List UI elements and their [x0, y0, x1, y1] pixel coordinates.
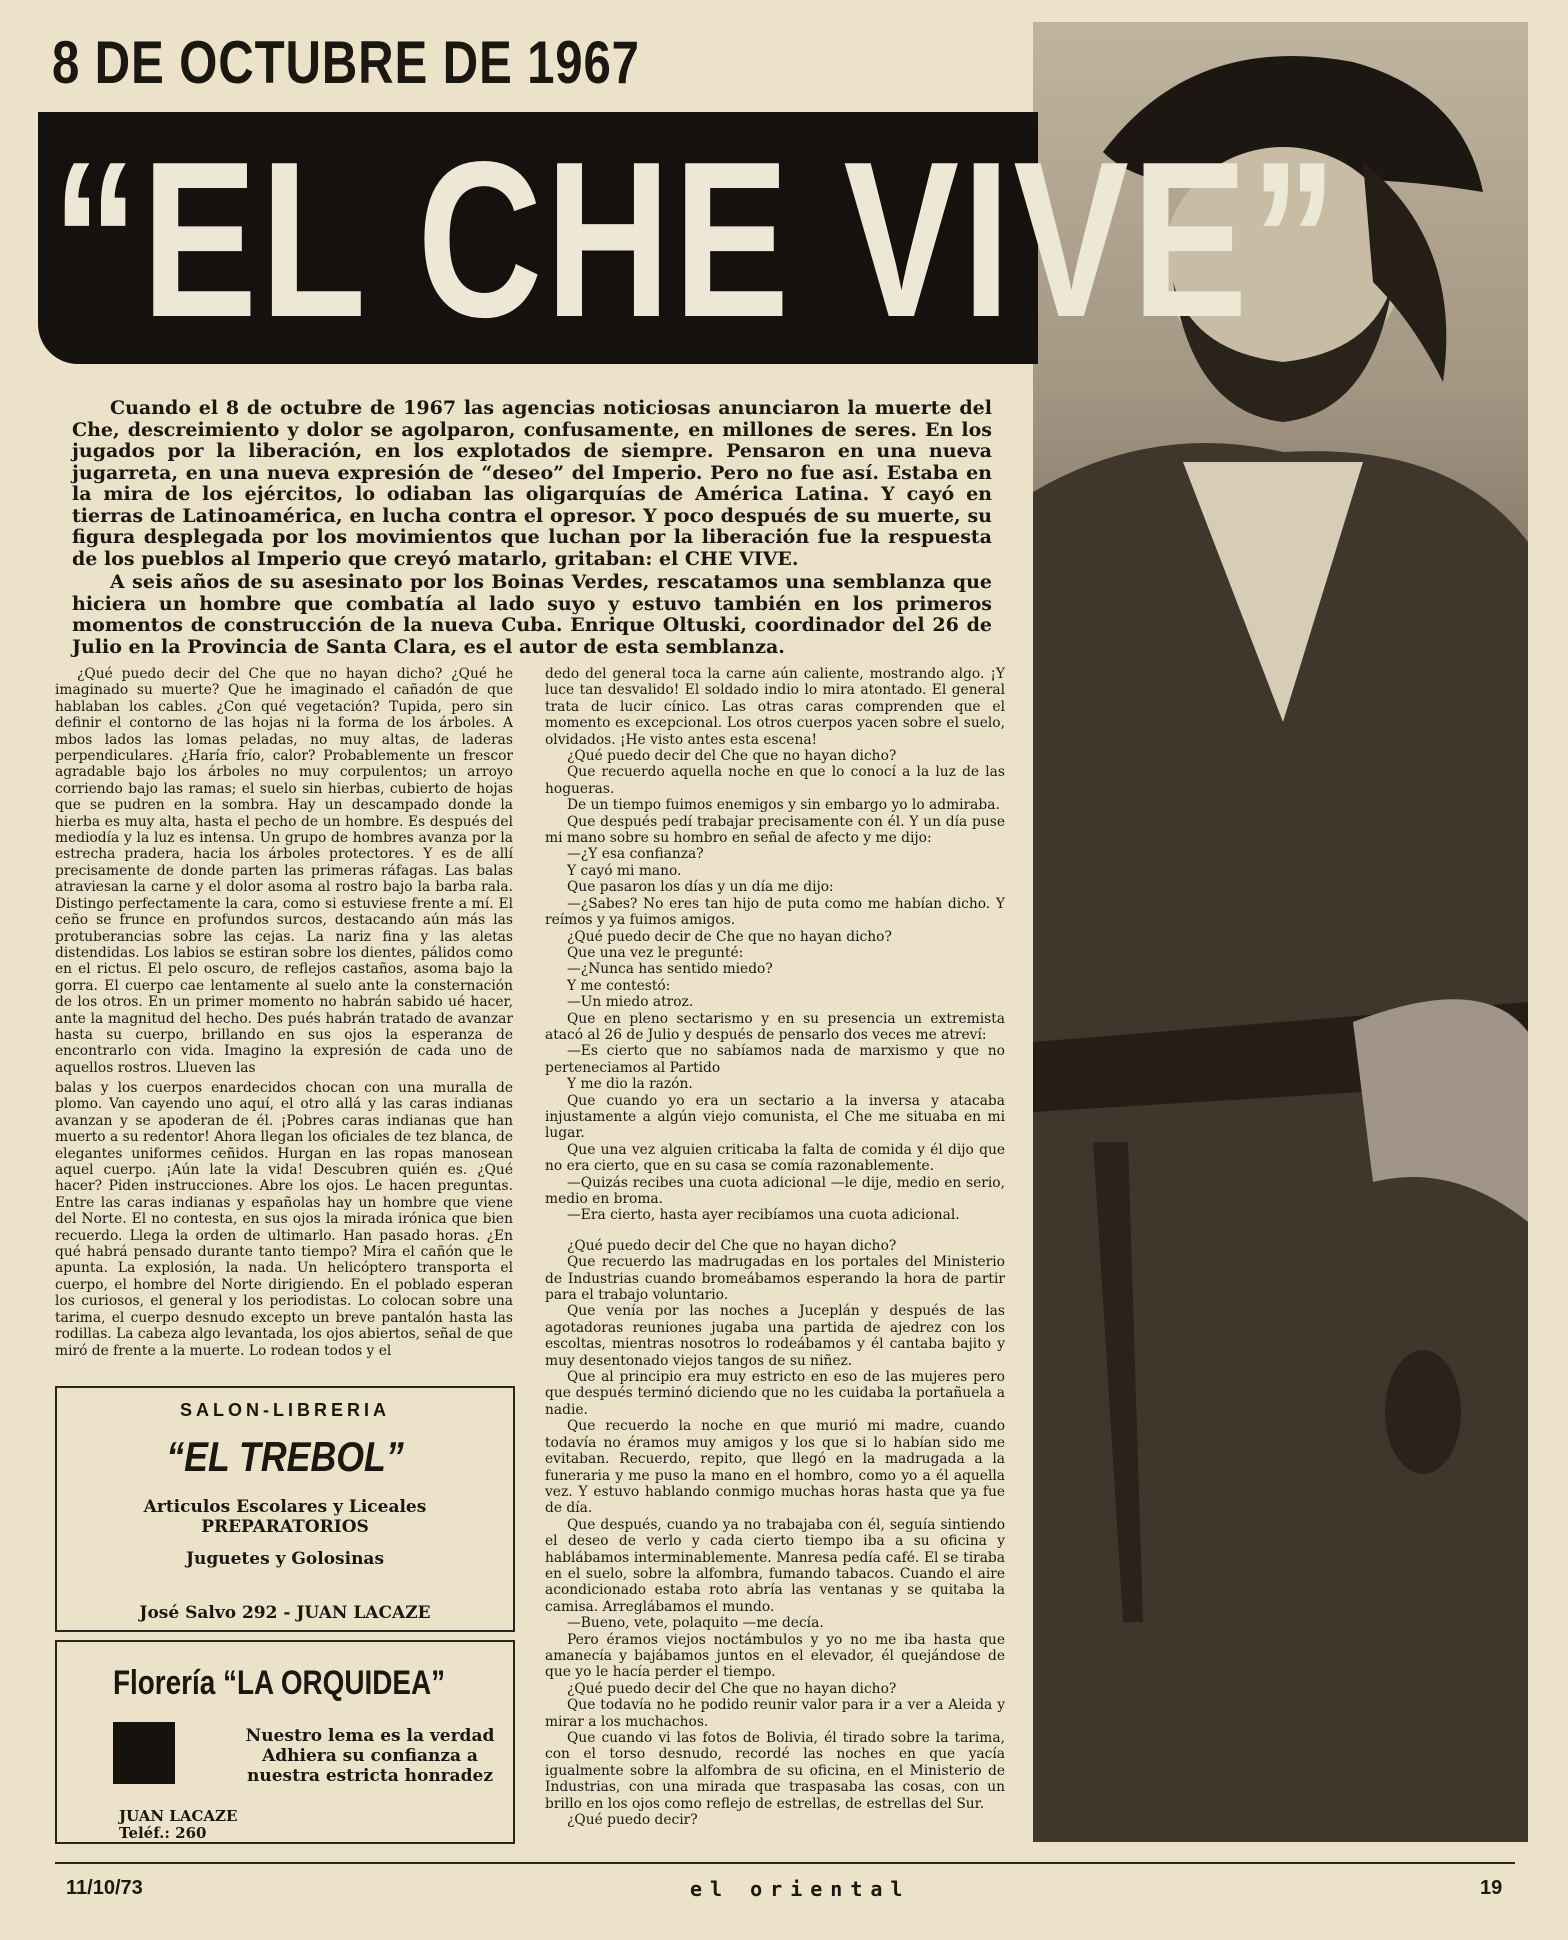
article-paragraph: Que recuerdo aquella noche en que lo conocí a la luz de las hogueras.	[545, 764, 1005, 797]
article-paragraph: Que cuando yo era un sectario a la inversa y atacaba injustamente a algún viejo comunista, el Che me situaba en mi lugar.	[545, 1092, 1005, 1142]
ad-address: José Salvo 292 - JUAN LACAZE	[139, 1603, 431, 1623]
footer-page-number: 19	[1480, 1877, 1503, 1899]
article-paragraph: —Bueno, vete, polaquito —me decía.	[567, 1615, 824, 1632]
ad-city: JUAN LACAZE	[119, 1807, 238, 1825]
ad-name: Florería “LA ORQUIDEA”	[113, 1664, 446, 1702]
intro-section	[72, 398, 992, 660]
article-paragraph: ¿Qué puedo decir del Che que no hayan dicho?	[567, 748, 897, 765]
footer-paper-name: el oriental	[690, 1877, 911, 1901]
article-paragraph: Que al principio era muy estricto en eso de las mujeres pero que después terminó diciendo que no les cuidaba la portañuela a nadie.	[545, 1369, 1005, 1418]
article-column-1-continued	[55, 1080, 513, 1359]
ad-line: Juguetes y Golosinas	[185, 1549, 385, 1569]
article-paragraph: Que una vez le pregunté:	[567, 944, 744, 961]
article-paragraph: —Es cierto que no sabíamos nada de marxismo y que no perteneciamos al Partido	[545, 1043, 1005, 1076]
article-paragraph: Que recuerdo la noche en que murió mi madre, cuando todavía no éramos muy amigos y los que si lo habían sido me evitaban. Recuerdo, repito, que llegó en la madrugada a la funeraria y me puso la mano en el hombro, como yo a él aquella vez. Y estuvo hablando conmigo muchas horas hasta que ya fue de día.	[545, 1418, 1005, 1517]
article-paragraph: ¿Qué puedo decir del Che que no hayan dicho?	[567, 1237, 897, 1254]
article-paragraph: —Un miedo atroz.	[567, 994, 694, 1011]
article-paragraph: —Era cierto, hasta ayer recibíamos una cuota adicional.	[567, 1207, 960, 1224]
black-square-logo	[113, 1722, 175, 1784]
ad-line: PREPARATORIOS	[201, 1517, 369, 1537]
article-paragraph: Y me dio la razón.	[567, 1076, 693, 1093]
article-paragraph: ¿Qué puedo decir del Che que no hayan dicho?	[567, 1680, 897, 1697]
article-paragraph: Que pasaron los días y un día me dijo:	[567, 879, 834, 896]
article-paragraph: Pero éramos viejos noctámbulos y yo no me iba hasta que amanecía y bajábamos juntos en el elevador, él quejándose de que yo le hacía perder el tiempo.	[545, 1631, 1005, 1681]
article-paragraph: ¿Qué puedo decir del Che que no hayan dicho? ¿Qué he imaginado su muerte? Que he imaginado el cañadón de que hablaban los cables. ¿Con qué vegetación? Tupida, pero sin definir el contorno de las hojas ni la forma de los árboles. A mbos lados las lomas peladas, no muy altas, de laderas perpendiculares. ¿Haría frío, calor? Probablemente un frescor agradable bajo los árboles no muy corpulentos; un arroyo corriendo bajo las ramas; el suelo sin hierbas, cubierto de hojas que se pudren en la sombra. Hay un descampado donde la hierba es muy alta, hasta el pecho de un hombre. Es después del mediodía y la luz es intensa. Un grupo de hombres avanza por la estrecha pradera, hacia los árboles protectores. Y es de allí precisamente de donde parten las primeras ráfagas. Las balas atraviesan la carne y el dolor asoma al rostro bajo la barba rala. Distingo perfectamente la cara, como si estuviese frente a mí. El ceño se frunce en profundos surcos, destacando aún más las protuberancias sobre las cejas. La nariz fina y las aletas distendidas. Los labios se estiran sobre los dientes, pálidos como en el rictus. El pelo oscuro, de reflejos castaños, asoma bajo la gorra. El cuerpo cae lentamente al suelo ante la consternación de los otros. En un primer momento no habrán sabido ué hacer, ante la magnitud del hecho. Des pués habrán tratado de avanzar hasta su cuerpo, brillando en sus ojos la esperanza de encontrarlo con vida. Imagino la expresión de cada uno de aquellos rostros. Llueven las	[55, 666, 513, 1076]
ad-el-trebol	[55, 1386, 515, 1632]
ad-contact	[119, 1808, 237, 1842]
article-paragraph: Y cayó mi mano.	[567, 862, 682, 879]
footer-date: 11/10/73	[66, 1877, 143, 1899]
main-title: “EL CHE VIVE”	[52, 116, 1341, 364]
ad-name: “EL TREBOL”	[166, 1433, 404, 1480]
article-paragraph: Y me contestó:	[567, 977, 671, 994]
date-headline: 8 DE OCTUBRE DE 1967	[52, 29, 640, 96]
ad-motto: Nuestro lema es la verdad Adhiera su confianza a nuestra estricta honradez	[245, 1726, 495, 1786]
article-paragraph: —¿Sabes? No eres tan hijo de puta como me habían dicho. Y reímos y ya fuimos amigos.	[545, 895, 1005, 929]
article-paragraph: Que venía por las noches a Juceplán y después de las agotadoras reuniones jugaba una partida de ajedrez con los escoltas, mientras nosotros lo rodeábamos y él cantaba bajito y muy desentonado viejos tangos de su niñez.	[545, 1303, 1005, 1369]
article-paragraph: Que cuando vi las fotos de Bolivia, él tirado sobre la tarima, con el torso desnudo, recordé las noches en que yacía igualmente sobre la alfombra de su oficina, en el Ministerio de Industrias, con una mirada que traspasaba las cosas, con un brillo en los ojos como reflejo de estrellas, de estrellas del Sur.	[545, 1730, 1005, 1812]
article-paragraph: dedo del general toca la carne aún caliente, mostrando algo. ¡Y luce tan desvalido! El soldado indio lo mira atontado. El general trata de lucir cínico. Las otras caras comprenden que el momento es excepcional. Los otros cuerpos yacen sobre el suelo, olvidados. ¡He visto antes esta escena!	[545, 666, 1005, 748]
article-paragraph: Que recuerdo las madrugadas en los portales del Ministerio de Industrias cuando bromeábamos esperando la hora de partir para el trabajo voluntario.	[545, 1254, 1005, 1304]
article-paragraph: ¿Qué puedo decir?	[567, 1812, 698, 1829]
article-paragraph: Que en pleno sectarismo y en su presencia un extremista atacó al 26 de Julio y después de pensarlo dos veces me atreví:	[545, 1010, 1005, 1043]
article-paragraph: Que todavía no he podido reunir valor para ir a ver a Aleida y mirar a los muchachos.	[545, 1697, 1005, 1730]
article-paragraph: De un tiempo fuimos enemigos y sin embargo yo lo admiraba.	[567, 797, 1000, 814]
article-paragraph: Que una vez alguien criticaba la falta de comida y él dijo que no era cierto, que en su casa se comía razonablemente.	[545, 1141, 1005, 1175]
intro-paragraph: Cuando el 8 de octubre de 1967 las agencias noticiosas anunciaron la muerte del Che, descreimiento y dolor se agolparon, confusamente, en millones de seres. En los jugados por la liberación, en los explotados de siempre. Pensaron en una nueva jugarreta, en una nueva expresión de “deseo” del Imperio. Pero no fue así. Estaba en la mira de los ejércitos, lo odiaban las oligarquías de América Latina. Y cayó en tierras de Latinoamérica, en lucha contra el opresor. Y poco después de su muerte, su figura desplegada por los movimientos que luchan por la liberación fue la respuesta de los pueblos al Imperio que creyó matarlo, gritaban: el CHE VIVE.	[72, 397, 992, 570]
article-paragraph: —¿Nunca has sentido miedo?	[567, 961, 773, 978]
ad-phone: Teléf.: 260	[119, 1824, 207, 1842]
intro-paragraph: A seis años de su asesinato por los Boinas Verdes, rescatamos una semblanza que hiciera un hombre que combatía al lado suyo y estuvo también en los primeros momentos de construcción de la nueva Cuba. Enrique Oltuski, coordinador del 26 de Julio en la Provincia de Santa Clara, es el autor de esta semblanza.	[72, 571, 992, 658]
article-paragraph: ¿Qué puedo decir de Che que no hayan dicho?	[567, 928, 892, 945]
article-paragraph: balas y los cuerpos enardecidos chocan con una muralla de plomo. Van cayendo uno aquí, el otro allá y las caras indianas avanzan y se apoderan de él. ¡Pobres caras indianas que han muerto a su redentor! Ahora llegan los oficiales de tez blanca, de elegantes uniformes ceñidos. Hurgan en las ropas manosean aquel cuerpo. ¡Aún late la vida! Descubren quién es. ¿Qué hacer? Piden instrucciones. Abre los ojos. Le hacen preguntas. Entre las caras indianas y españolas hay un hombre que viene del Norte. El no contesta, en sus ojos la mirada irónica que bien recuerdo. Llega la orden de ultimarlo. Han pasado horas. ¿En qué habrá pensado durante tanto tiempo? Mira el cañón que le apunta. La explosión, la nada. Un helicóptero transporta el cuerpo, el hombre del Norte dirigiendo. En el poblado esperan los curiosos, el general y los periodistas. Lo colocan sobre una tarima, el cuerpo desnudo excepto un breve pantalón hasta las rodillas. La cabeza algo levantada, los ojos abiertos, señal de que miró de frente a la muerte. Lo rodean todos y el	[55, 1080, 513, 1359]
ad-line: Articulos Escolares y Liceales	[143, 1497, 427, 1517]
article-paragraph: Que después, cuando ya no trabajaba con él, seguía sintiendo el deseo de verlo y cada cierto tiempo iba a su oficina y hablábamos interminablemente. Manresa pedía café. El se tiraba en el suelo, sobre la alfombra, fumando tabacos. Cuando el aire acondicionado estaba roto abría las ventanas y se quitaba la camisa. Arreglábamos el mundo.	[545, 1516, 1005, 1615]
ad-kicker: SALON-LIBRERIA	[180, 1400, 390, 1420]
footer-rule	[55, 1862, 1515, 1864]
article-column-2	[545, 666, 1005, 1828]
article-paragraph: —¿Y esa confianza?	[567, 846, 704, 863]
article-column-1	[55, 666, 513, 1076]
article-paragraph: Que después pedí trabajar precisamente con él. Y un día puse mi mano sobre su hombro en señal de afecto y me dijo:	[545, 813, 1005, 847]
ad-la-orquidea	[55, 1640, 515, 1844]
article-paragraph: —Quizás recibes una cuota adicional —le dije, medio en serio, medio en broma.	[545, 1174, 1005, 1207]
